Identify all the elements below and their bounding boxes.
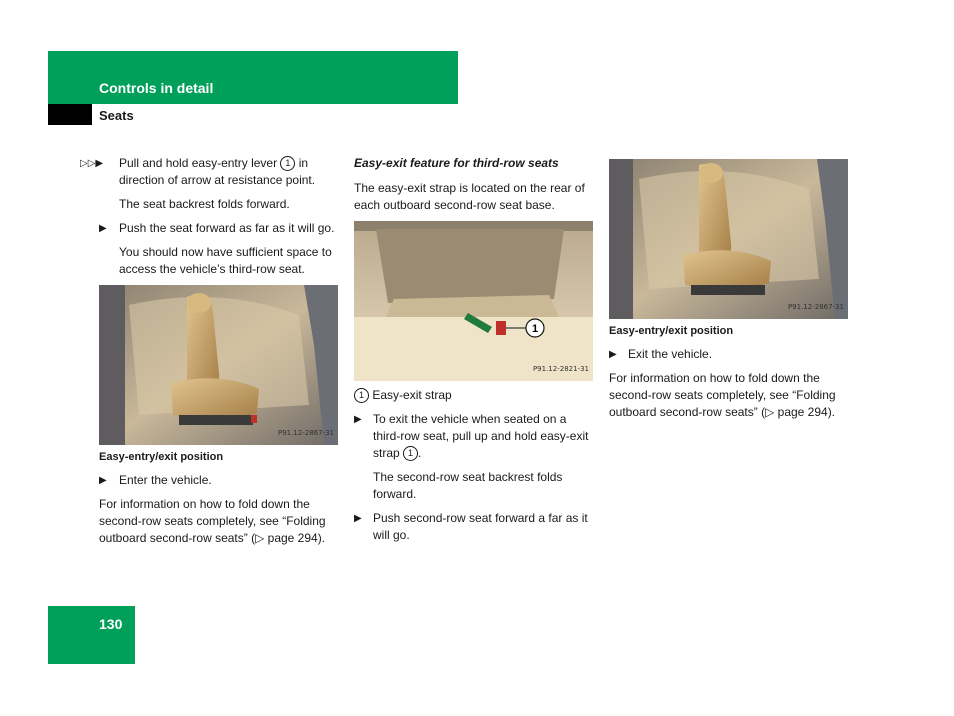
seat-illustration — [99, 285, 338, 445]
image-code: P91.12-2821-31 — [532, 365, 589, 373]
section-title: Seats — [99, 108, 134, 123]
step-pull-lever: ▷▷▶ Pull and hold easy-entry lever 1 in direction of arrow at resistance point. — [80, 156, 316, 187]
legend-item: 1 Easy-exit strap — [354, 387, 594, 404]
strap-callout: 1 — [531, 323, 539, 335]
strap-illustration — [354, 221, 593, 381]
result-text: You should now have sufficient space to access the vehicle’s third-row seat. — [119, 245, 332, 276]
step-pull-strap: ▶ To exit the vehicle when seated on a third-row seat, pull up and hold easy-exit strap 1 . — [354, 412, 589, 460]
continuation-arrow-icon: ▷▷▶ — [80, 158, 104, 169]
section-marker — [48, 104, 92, 125]
step-push-seat-forward: ▶ Push second-row seat forward a far as it will go. — [354, 511, 588, 542]
subsection-heading: Easy-exit feature for third-row seats — [354, 156, 559, 170]
header-band — [48, 51, 458, 104]
bullet-arrow-icon: ▶ — [99, 223, 107, 234]
seat-illustration — [609, 159, 848, 319]
step-push-seat: ▶ Push the seat forward as far as it will go. — [99, 221, 335, 235]
callout-number: 1 — [280, 156, 295, 171]
column-right — [609, 159, 849, 428]
bullet-arrow-icon: ▶ — [609, 349, 617, 360]
bullet-arrow-icon: ▶ — [354, 513, 362, 524]
seat-photo-entry — [99, 285, 338, 445]
seat-photo-strap — [354, 221, 593, 381]
page-number-band — [48, 606, 135, 664]
image-caption: Easy-entry/exit position — [99, 451, 224, 463]
result-text: The second-row seat backrest folds forward. — [373, 470, 563, 501]
bullet-arrow-icon: ▶ — [99, 475, 107, 486]
seat-photo-exit — [609, 159, 848, 319]
image-code: P91.12-2867-31 — [787, 303, 844, 311]
result-text: The seat backrest folds forward. — [119, 197, 290, 211]
bullet-arrow-icon: ▶ — [354, 414, 362, 425]
image-caption: Easy-entry/exit position — [609, 325, 734, 337]
page-number: 130 — [99, 616, 123, 632]
callout-number: 1 — [354, 388, 369, 403]
step-exit-vehicle: ▶ Exit the vehicle. — [609, 347, 713, 361]
column-middle — [354, 155, 594, 551]
column-left — [80, 155, 342, 554]
image-code: P91.12-2867-31 — [277, 429, 334, 437]
step-enter-vehicle: ▶ Enter the vehicle. — [99, 473, 212, 487]
intro-text: The easy-exit strap is located on the rear of each outboard second-row seat base. — [354, 181, 585, 212]
callout-number: 1 — [403, 446, 418, 461]
info-text: For information on how to fold down the second-row seats completely, see “Folding outboard second-row seats” (▷ page 294). — [99, 497, 326, 545]
info-text: For information on how to fold down the second-row seats completely, see “Folding outboard second-row seats” (▷ page 294). — [609, 371, 836, 419]
chapter-title: Controls in detail — [99, 80, 214, 96]
